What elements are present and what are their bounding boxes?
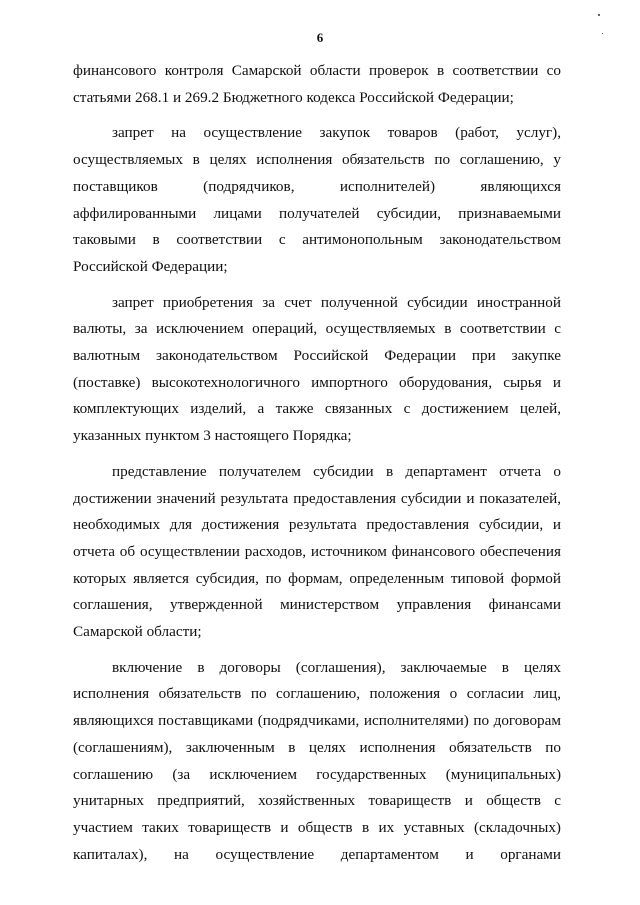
text-line: (соглашениям), заключенным в целях исполнения обязательств по [73, 738, 561, 756]
text-line: (поставке) высокотехнологичного импортного оборудования, сырья и [73, 373, 561, 391]
text-line: являющихся поставщиками (подрядчиками, исполнителями) по договорам [73, 712, 561, 730]
text-line: Самарской области; [73, 623, 202, 641]
text-line: представление получателем субсидии в департамент отчета о [112, 462, 561, 480]
paragraph-5 [73, 655, 561, 869]
text-line: достижении значений результата предоставления субсидии и показателей, [73, 489, 561, 507]
text-line: статьями 268.1 и 269.2 Бюджетного кодекса Российской Федерации; [73, 88, 514, 106]
page-number: 6 [316, 30, 324, 45]
text-line: запрет на осуществление закупок товаров (работ, услуг), [112, 124, 561, 142]
text-line: таковыми в соответствии с антимонопольным законодательством [73, 231, 561, 249]
text-line: исполнения обязательств по соглашению, положения о согласии лиц, [73, 685, 561, 703]
paragraph-2 [73, 120, 561, 280]
scan-speck [598, 14, 600, 16]
text-line: включение в договоры (соглашения), заключаемые в целях [112, 658, 561, 676]
text-line: указанных пунктом 3 настоящего Порядка; [73, 427, 352, 445]
paragraph-1 [73, 58, 561, 111]
text-line: Российской Федерации; [73, 257, 228, 275]
text-line: унитарных предприятий, хозяйственных товариществ и обществ с [73, 792, 561, 810]
text-line: соглашения, утвержденной министерством управления финансами [73, 596, 561, 614]
paragraph-3 [73, 290, 561, 450]
text-line: отчета об осуществлении расходов, источником финансового обеспечения [73, 542, 561, 560]
text-line: необходимых для достижения результата предоставления субсидии, и [73, 516, 561, 534]
text-line: которых является субсидия, по формам, определенным типовой формой [73, 569, 561, 587]
text-line: финансового контроля Самарской области проверок в соответствии со [73, 62, 561, 79]
text-line: участием таких товариществ и обществ в их уставных (складочных) [73, 818, 561, 836]
text-line: валюты, за исключением операций, осуществляемых в соответствии с [73, 320, 561, 338]
text-line: комплектующих изделий, а также связанных с достижением целей, [73, 400, 561, 418]
scan-speck [602, 33, 603, 34]
text-line: капиталах), на осуществление департаментом и органами [73, 845, 561, 863]
text-line: поставщиков (подрядчиков, исполнителей) являющихся [73, 177, 561, 195]
text-line: валютным законодательством Российской Федерации при закупке [73, 347, 561, 365]
paragraph-4 [73, 459, 561, 646]
text-line: запрет приобретения за счет полученной субсидии иностранной [112, 293, 561, 311]
document-body [73, 58, 561, 868]
text-line: аффилированными лицами получателей субсидии, признаваемыми [73, 204, 561, 222]
text-line: осуществляемых в целях исполнения обязательств по соглашению, у [73, 151, 561, 169]
text-line: соглашению (за исключением государственных (муниципальных) [73, 765, 561, 783]
